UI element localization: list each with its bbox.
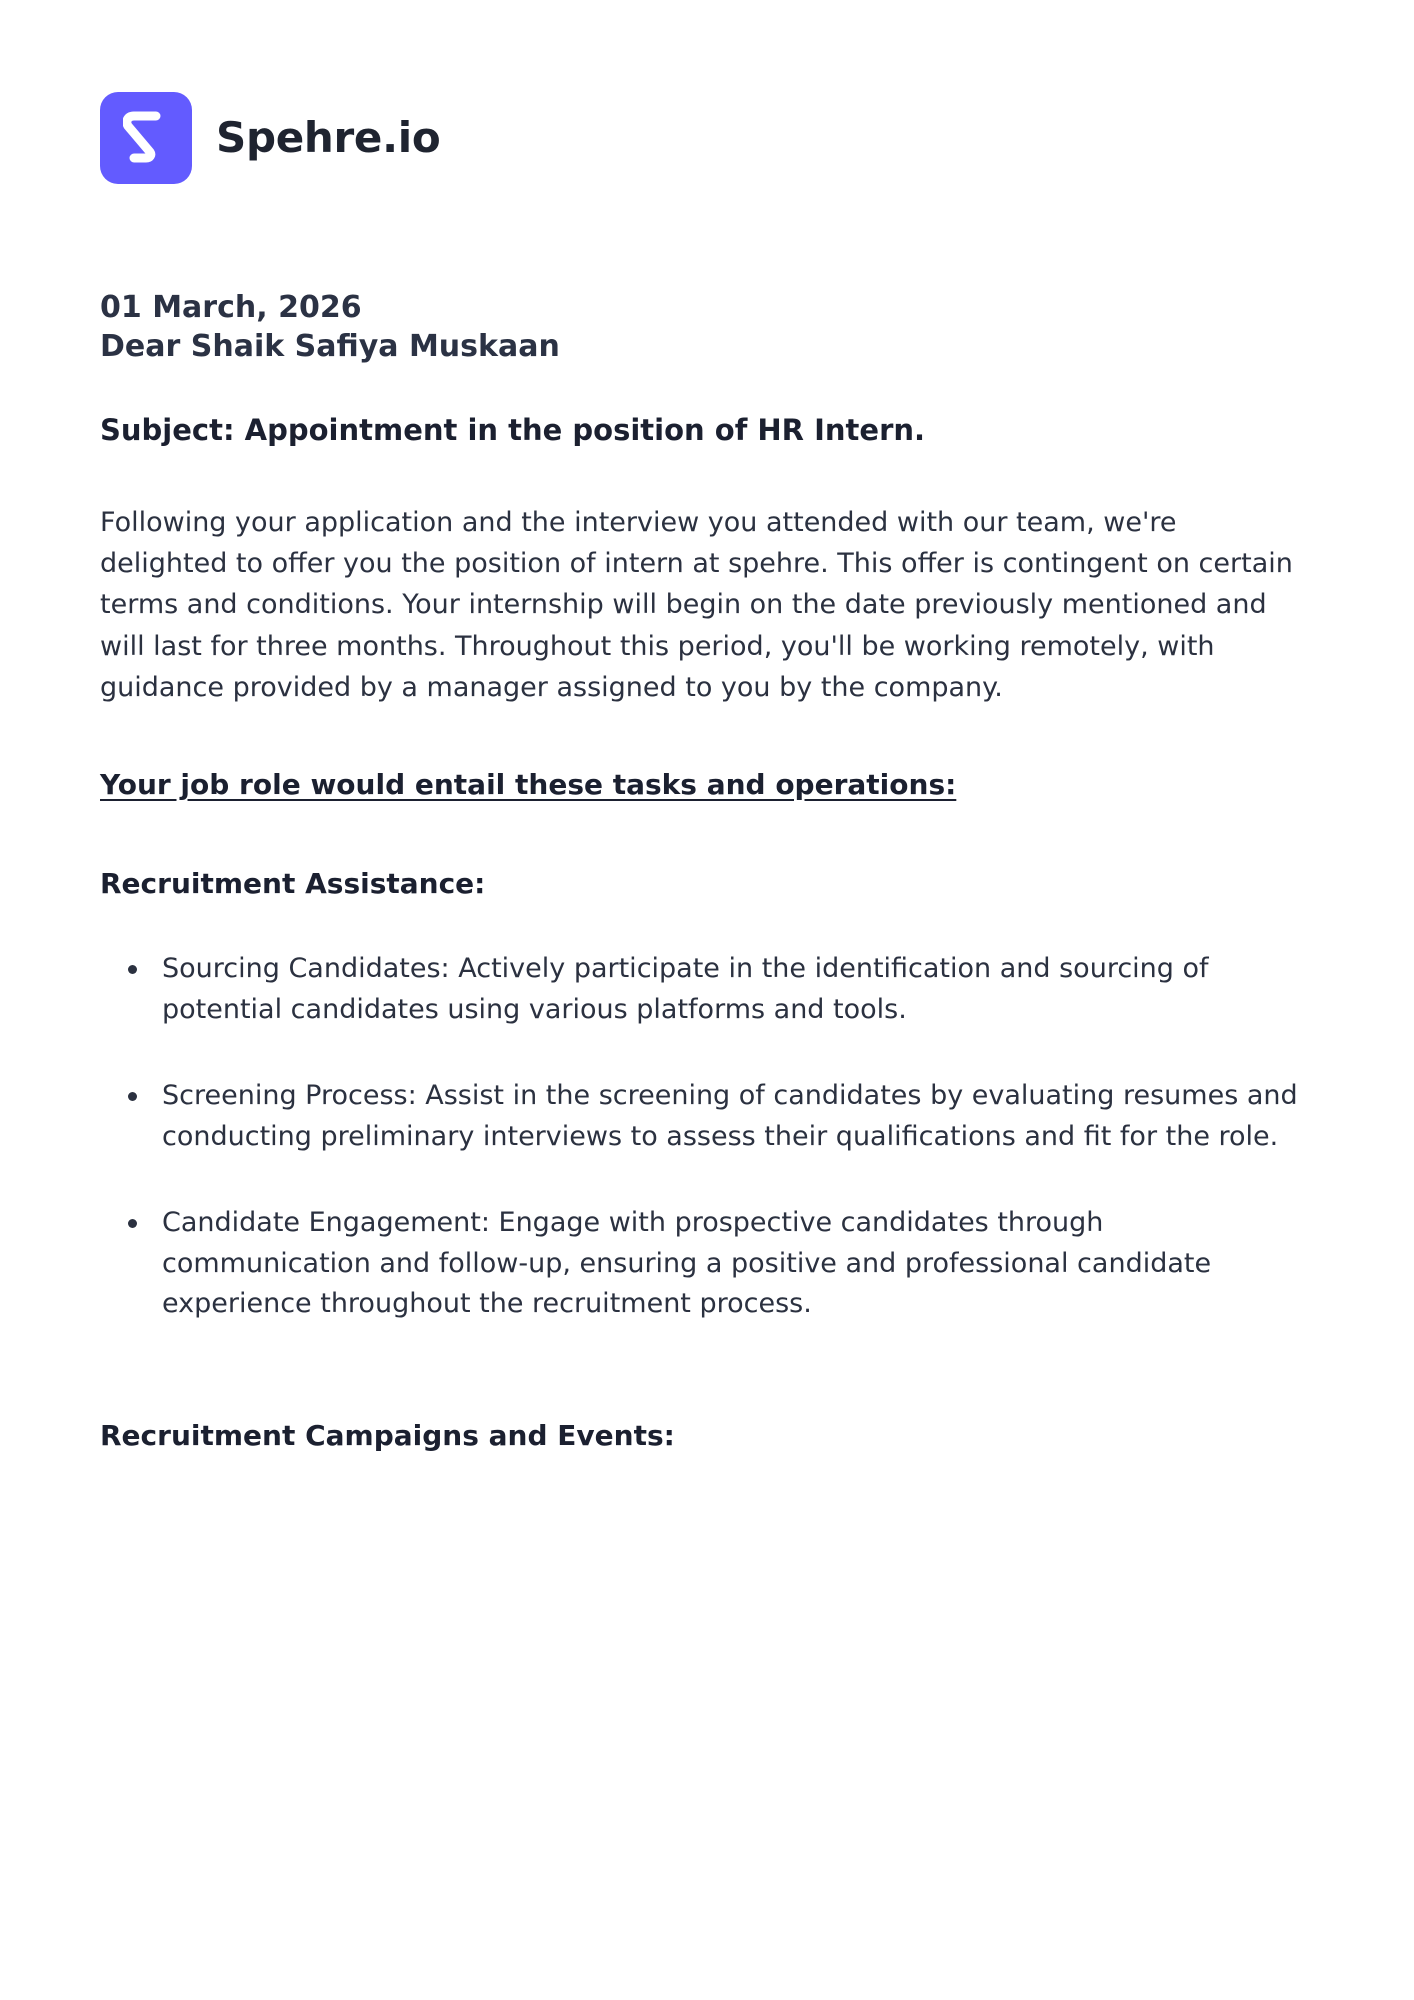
list-item: Screening Process: Assist in the screening of candidates by evaluating resumes and conducting preliminary interviews to assess their qualifications and fit for the role. — [100, 1076, 1304, 1157]
letter-subject: Subject: Appointment in the position of HR Intern. — [100, 413, 926, 447]
section-title-recruitment-campaigns-and-events: Recruitment Campaigns and Events: — [100, 1418, 675, 1452]
list-item: Candidate Engagement: Engage with prospective candidates through communication and follow-up, ensuring a positive and professional candidate experience throughout the recruitment process. — [100, 1203, 1304, 1325]
brand-name: Spehre.io — [216, 113, 441, 162]
section-title-recruitment-assistance: Recruitment Assistance: — [100, 866, 486, 900]
letter-meta — [100, 288, 1304, 366]
recruitment-assistance-list — [100, 949, 1304, 1325]
letter-date: 01 March, 2026 — [100, 290, 362, 325]
letter-intro-paragraph: Following your application and the interview you attended with our team, we're delighted to offer you the position of intern at spehre. This offer is contingent on certain terms and conditions. Your internship will begin on the date previously mentioned and will last for three months. Throughout this period, you'll be working remotely, with guidance provided by a manager assigned to you by the company. — [100, 506, 1293, 703]
brand-header — [100, 92, 1304, 184]
list-item: Sourcing Candidates: Actively participate in the identification and sourcing of potential candidates using various platforms and tools. — [100, 949, 1304, 1030]
letter-salutation: Dear Shaik Safiya Muskaan — [100, 329, 560, 364]
letter-body — [100, 288, 1304, 1457]
role-heading: Your job role would entail these tasks and operations: — [100, 768, 957, 802]
spehre-s-logo-icon — [100, 92, 192, 184]
